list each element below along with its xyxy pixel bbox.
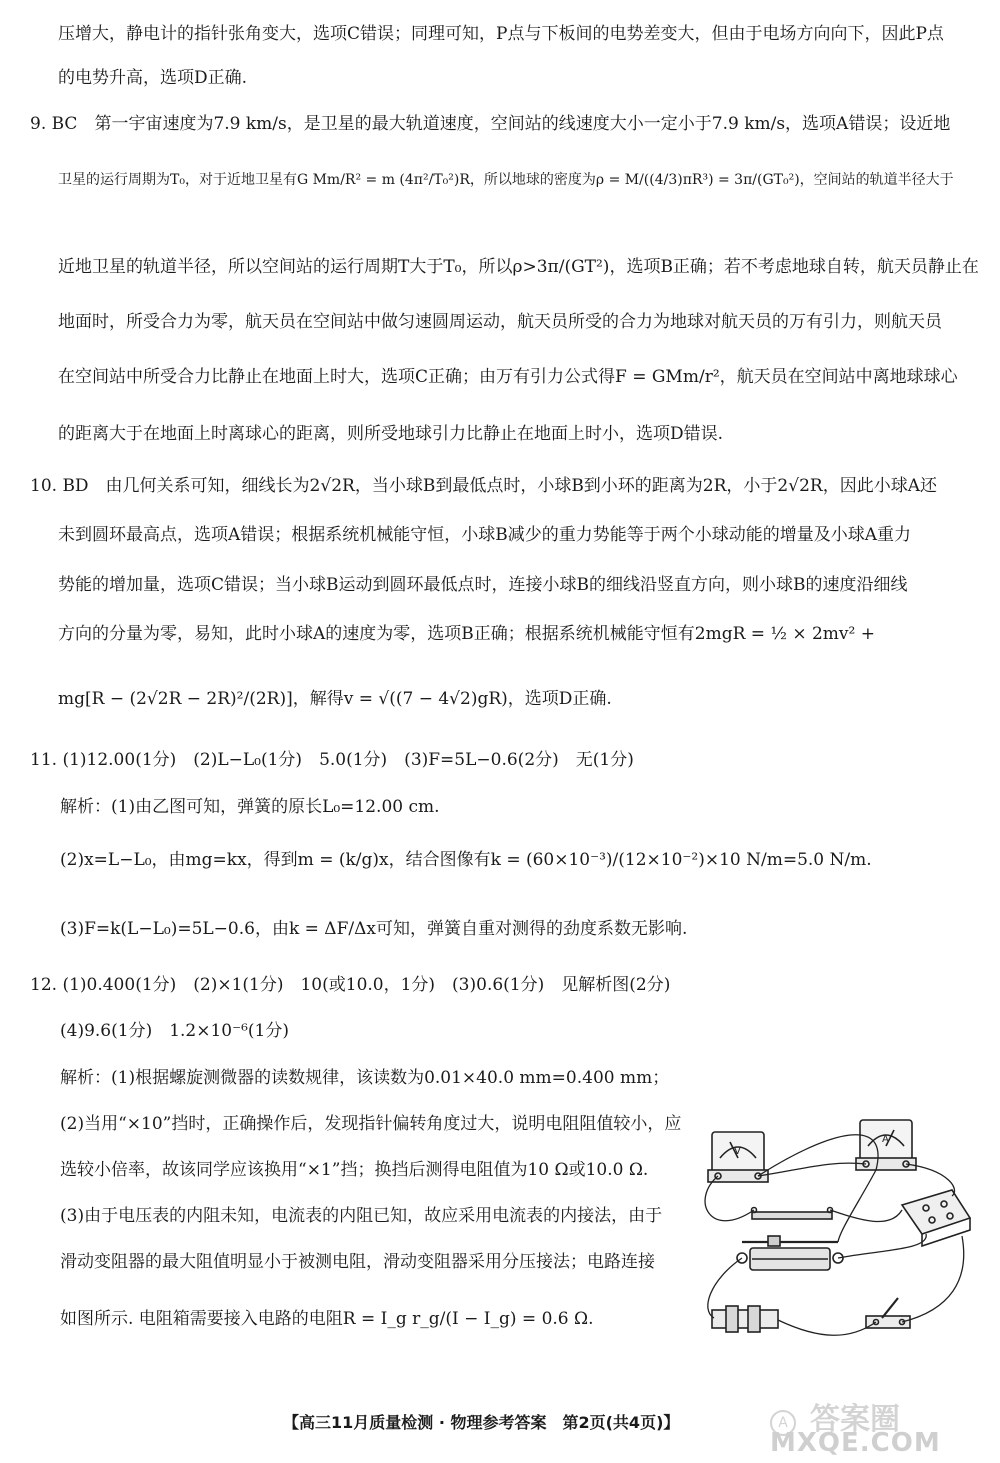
text-line: (4)9.6(1分) 1.2×10⁻⁶(1分) xyxy=(60,1021,289,1041)
question-9-line: 9. BC 第一宇宙速度为7.9 km/s，是卫星的最大轨道速度，空间站的线速度大小一定小于7.9 km/s，选项A错误；设近地 xyxy=(30,114,951,134)
rheostat-icon xyxy=(737,1236,843,1270)
text-line: (3)F=k(L−L₀)=5L−0.6，由k = ΔF/Δx可知，弹簧自重对测得的劲度系数无影响. xyxy=(60,919,688,939)
text-line: 方向的分量为零，易知，此时小球A的速度为零，选项B正确；根据系统机械能守恒有2mgR = ½ × 2mv² + xyxy=(58,624,875,644)
text-line: 压增大，静电计的指针张角变大，选项C错误；同理可知，P点与下板间的电势差变大，但由于电场方向向下，因此P点 xyxy=(58,24,944,44)
watermark-logo xyxy=(770,1398,990,1458)
ammeter-icon xyxy=(856,1120,916,1170)
text-line: (2)x=L−L₀，由mg=kx，得到m = (k/g)x，结合图像有k = (60×10⁻³)/(12×10⁻²)×10 N/m=5.0 N/m. xyxy=(60,850,872,870)
page-footer: 【高三11月质量检测 · 物理参考答案 第2页(共4页)】 xyxy=(283,1413,680,1432)
voltmeter-icon xyxy=(708,1132,768,1182)
text-line: 解析：(1)由乙图可知，弹簧的原长L₀=12.00 cm. xyxy=(60,797,440,817)
text-line: mg[R − (2√2R − 2R)²/(2R)]，解得v = √((7 − 4√2)gR)，选项D正确. xyxy=(58,689,612,709)
resistance-box-icon xyxy=(902,1190,970,1246)
question-12-line: 12. (1)0.400(1分) (2)×1(1分) 10(或10.0，1分) (3)0.6(1分) 见解析图(2分) xyxy=(30,975,671,995)
text-line: 解析：(1)根据螺旋测微器的读数规律，该读数为0.01×40.0 mm=0.400 mm； xyxy=(60,1068,670,1088)
text-line: (3)由于电压表的内阻未知，电流表的内阻已知，故应采用电流表的内接法，由于 xyxy=(60,1206,663,1226)
watermark-url: MXQE.COM xyxy=(770,1428,941,1458)
question-10-line: 10. BD 由几何关系可知，细线长为2√2R，当小球B到最低点时，小球B到小环的距离为2R，小于2√2R，因此小球A还 xyxy=(30,476,937,496)
ammeter-label: A xyxy=(882,1134,889,1145)
text-line: 势能的增加量，选项C错误；当小球B运动到圆环最低点时，连接小球B的细线沿竖直方向，则小球B的速度沿细线 xyxy=(58,575,908,595)
text-line: 卫星的运行周期为T₀，对于近地卫星有G Mm/R² = m (4π²/T₀²)R，所以地球的密度为ρ = M/((4/3)πR³) = 3π/(GT₀²)，空间站的轨道半径大于 xyxy=(58,172,954,188)
text-line: 近地卫星的轨道半径，所以空间站的运行周期T大于T₀，所以ρ>3π/(GT²)，选项B正确；若不考虑地球自转，航天员静止在 xyxy=(58,257,979,277)
text-line: 的距离大于在地面上时离球心的距离，则所受地球引力比静止在地面上时小，选项D错误. xyxy=(58,424,724,444)
watermark-badge: A xyxy=(770,1410,796,1436)
resistor-icon xyxy=(752,1208,833,1220)
text-line: 选较小倍率，故该同学应该换用“×1”挡；换挡后测得电阻值为10 Ω或10.0 Ω. xyxy=(60,1160,649,1180)
text-line: 如图所示. 电阻箱需要接入电路的电阻R = I_g r_g/(I − I_g) = 0.6 Ω. xyxy=(60,1309,594,1329)
text-line: 在空间站中所受合力比静止在地面上时大，选项C正确；由万有引力公式得F = GMm/r²，航天员在空间站中离地球球心 xyxy=(58,367,958,387)
text-line: 地面时，所受合力为零，航天员在空间站中做匀速圆周运动，航天员所受的合力为地球对航天员的万有引力，则航天员 xyxy=(58,312,942,332)
text-line: 滑动变阻器的最大阻值明显小于被测电阻，滑动变阻器采用分压接法；电路连接 xyxy=(60,1252,655,1272)
voltmeter-label: V xyxy=(734,1146,741,1157)
text-line: (2)当用“×10”挡时，正确操作后，发现指针偏转角度过大，说明电阻阻值较小，应 xyxy=(60,1114,682,1134)
watermark-title: 答案圈 xyxy=(810,1402,900,1437)
text-line: 的电势升高，选项D正确. xyxy=(58,68,248,88)
text-line: 未到圆环最高点，选项A错误；根据系统机械能守恒，小球B减少的重力势能等于两个小球动能的增量及小球A重力 xyxy=(58,525,912,545)
question-11-line: 11. (1)12.00(1分) (2)L−L₀(1分) 5.0(1分) (3)F=5L−0.6(2分) 无(1分) xyxy=(30,750,634,770)
battery-icon xyxy=(712,1306,778,1332)
circuit-diagram xyxy=(690,1110,990,1355)
